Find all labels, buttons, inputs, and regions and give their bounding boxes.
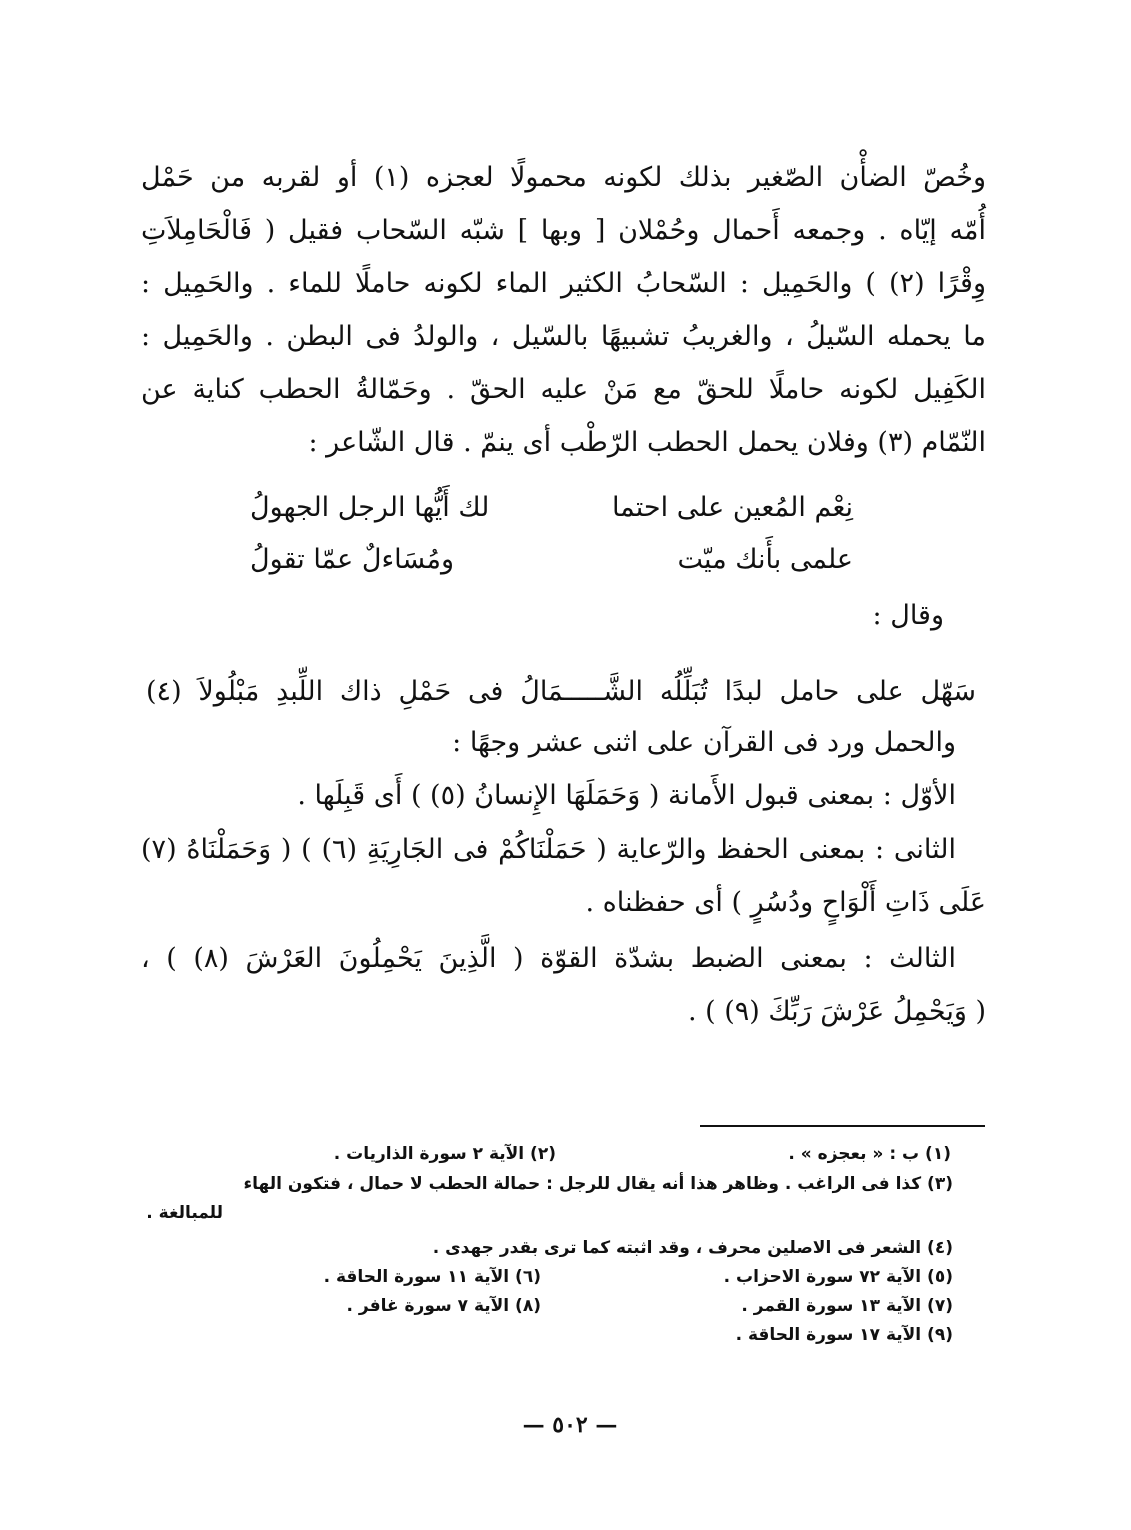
poem1-verse2-second-half: ومُسَاءلٌ عمّا تقولُ	[250, 544, 454, 575]
body-line-8: الأوّل : بمعنى قبول الأَمانة ( وَحَمَلَهَا الإِنسانُ (٥) ) أَى قَبِلَها .	[297, 780, 956, 811]
footnote-4: (٤) الشعر فى الاصلين محرف ، وقد اثبته كما ترى بقدر جهدى .	[432, 1238, 953, 1258]
body-line-4: ما يحمله السّيلُ ، والغريبُ تشبيهًا بالسّيل ، والولدُ فى البطن . والحَمِيل :	[141, 321, 986, 352]
footnote-7: (٧) الآية ١٣ سورة القمر .	[741, 1296, 953, 1316]
page-number: — ٥٠٢ —	[522, 1412, 618, 1438]
body-line-9: الثانى : بمعنى الحفظ والرّعاية ( حَمَلْنَاكُمْ فى الجَارِيَةِ (٦) ) ( وَحَمَلْنَاهُ (٧)	[141, 834, 956, 865]
footnote-9: (٩) الآية ١٧ سورة الحاقة .	[735, 1325, 953, 1345]
poem1-verse2-first-half: علمى بأَنك ميّت	[677, 544, 853, 575]
body-line-6: النّمّام (٣) وفلان يحمل الحطب الرّطْب أى ينمّ . قال الشّاعر :	[308, 427, 986, 458]
footnote-5: (٥) الآية ٧٢ سورة الاحزاب .	[723, 1267, 953, 1287]
body-line-2: أُمّه إيّاه . وجمعه أَحمال وحُمْلان [ وبها ] شبّه السّحاب فقيل ( فَالْحَامِلاَتِ	[141, 215, 986, 246]
body-line-5: الكَفِيل لكونه حاملًا للحقّ مع مَنْ عليه الحقّ . وحَمّالةُ الحطب كناية عن	[141, 374, 986, 405]
footnote-3-line1: (٣) كذا فى الراغب . وظاهر هذا أنه يقال للرجل : حمالة الحطب لا حمال ، فتكون الهاء	[243, 1174, 953, 1194]
poem1-verse1-second-half: لك أَيُّها الرجل الجهولُ	[250, 492, 490, 523]
body-line-7: والحمل ورد فى القرآن على اثنى عشر وجهًا :	[452, 727, 956, 758]
body-line-12: ( وَيَحْمِلُ عَرْشَ رَبِّكَ (٩) ) .	[687, 996, 986, 1027]
poem2-verse: سَهّل على حامل لبدًا تُبَلِّلُه الشَّـــــمَالُ فى حَمْلِ ذاك اللِّبدِ مَبْلُولاَ (٤)	[146, 676, 976, 707]
poem1-verse1-first-half: نِعْم المُعين على احتما	[611, 492, 853, 523]
qala-label: وقال :	[872, 600, 944, 631]
body-line-11: الثالث : بمعنى الضبط بشدّة القوّة ( الَّذِينَ يَحْمِلُونَ العَرْشَ (٨) ) ،	[141, 943, 956, 974]
footnote-separator	[700, 1125, 985, 1127]
footnote-6: (٦) الآية ١١ سورة الحاقة .	[323, 1267, 541, 1287]
footnote-3-line2: للمبالغة .	[146, 1203, 223, 1223]
footnote-8: (٨) الآية ٧ سورة غافر .	[346, 1296, 541, 1316]
body-line-1: وخُصّ الضأْن الصّغير بذلك لكونه محمولًا لعجزه (١) أو لقربه من حَمْل	[141, 162, 986, 193]
footnote-1: (١) ب : « بعجزه » .	[788, 1144, 951, 1164]
body-line-3: وِقْرًا (٢) ) والحَمِيل : السّحابُ الكثير الماء لكونه حاملًا للماء . والحَمِيل :	[141, 268, 986, 299]
footnote-2: (٢) الآية ٢ سورة الذاريات .	[333, 1144, 556, 1164]
body-line-10: عَلَى ذَاتِ أَلْوَاحٍ ودُسُرٍ ) أى حفظناه .	[585, 887, 986, 918]
